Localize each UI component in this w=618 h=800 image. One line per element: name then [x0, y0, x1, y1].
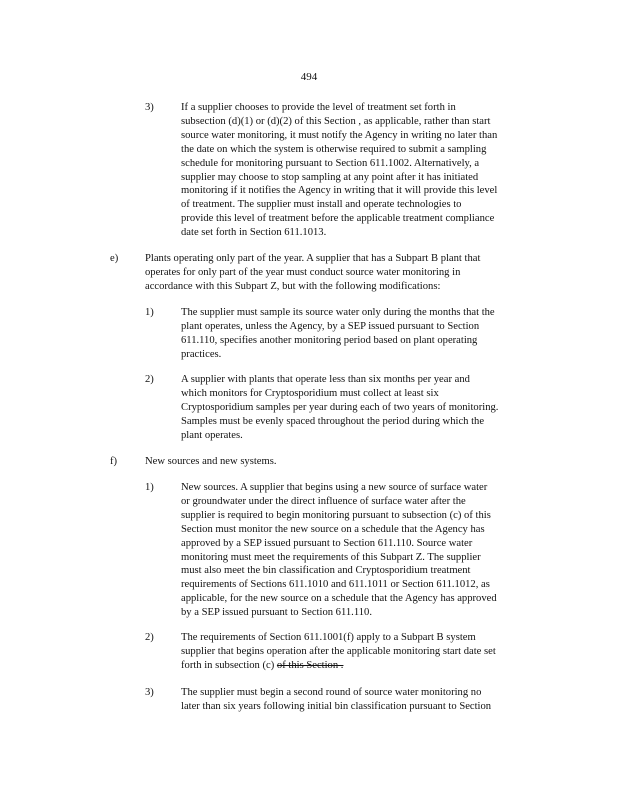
struck-text: of this Section . [276, 659, 344, 671]
text-line: applicable, for the new source on a schedule that the Agency has approved [181, 593, 497, 605]
text-line: plant operates, unless the Agency, by a SEP issued pursuant to Section [181, 320, 480, 332]
text-line: or groundwater under the direct influence of surface water after the [181, 495, 466, 507]
text-line: 611.110, specifies another monitoring period based on plant operating [181, 334, 478, 346]
text-line: monitoring if it notifies the Agency in writing that it will provide this level [181, 185, 498, 197]
text-line: monitoring must meet the requirements of this Subpart Z. The supplier [181, 551, 481, 563]
item-number: 2) [145, 632, 154, 643]
text-line: Section must monitor the new source on a schedule that the Agency has [181, 523, 485, 535]
text-line: A supplier with plants that operate less than six months per year and [181, 374, 470, 385]
text-line [181, 659, 536, 673]
text-line: Plants operating only part of the year. A supplier that has a Subpart B plant that [145, 253, 481, 264]
text-line: provide this level of treatment before the applicable treatment compliance [181, 213, 495, 225]
text-line: supplier is required to begin monitoring pursuant to subsection (c) of this [181, 509, 491, 521]
item-number: e) [110, 253, 119, 264]
item-text [181, 373, 536, 443]
item-number: 2) [145, 374, 154, 385]
item-number: 3) [145, 102, 154, 113]
text-line: which monitors for Cryptosporidium must collect at least six [181, 387, 439, 399]
text-line: later than six years following initial bin classification pursuant to Section [181, 700, 492, 712]
text-line: supplier may choose to stop sampling at any point after it has initiated [181, 171, 479, 183]
text-line: Cryptosporidium samples per year during each of two years of monitoring. [181, 401, 499, 413]
text-line: If a supplier chooses to provide the level of treatment set forth in [181, 102, 456, 113]
text-line: approved by a SEP issued pursuant to Section 611.110. Source water [181, 537, 473, 549]
text-line: of treatment. The supplier must install and operate technologies to [181, 199, 462, 211]
page-number: 494 [300, 71, 318, 83]
item-text [181, 306, 536, 362]
text-line: accordance with this Subpart Z, but with the following modifications: [145, 280, 441, 292]
text-line: plant operates. [181, 429, 243, 441]
item-text [181, 631, 536, 673]
text-line: New sources. A supplier that begins using a new source of surface water [181, 482, 488, 493]
text-line: schedule for monitoring pursuant to Section 611.1002. Alternatively, a [181, 157, 480, 169]
text-line: must also meet the bin classification and Cryptosporidium treatment [181, 565, 471, 577]
text-line: by a SEP issued pursuant to Section 611.110. [181, 607, 372, 619]
text-line: supplier that begins operation after the applicable monitoring start date set [181, 645, 496, 657]
text-line: source water monitoring, it must notify the Agency in writing no later than [181, 129, 498, 141]
text-line: subsection (d)(1) or (d)(2) of this Section , as applicable, rather than start [181, 115, 491, 127]
text-line: date set forth in Section 611.1013. [181, 227, 327, 239]
text-line: operates for only part of the year must conduct source water monitoring in [145, 266, 461, 278]
text-line: the date on which the system is otherwise required to submit a sampling [181, 143, 487, 155]
item-text [181, 686, 536, 714]
text-line: New sources and new systems. [145, 456, 277, 467]
item-text [145, 455, 526, 469]
item-number: 1) [145, 482, 154, 493]
text-line: practices. [181, 348, 222, 360]
item-text [145, 252, 526, 294]
text-line: The supplier must begin a second round of source water monitoring no [181, 687, 482, 698]
item-text [181, 101, 536, 240]
item-number: f) [110, 456, 118, 467]
text-line: requirements of Sections 611.1010 and 611.1011 or Section 611.1012, as [181, 579, 490, 591]
item-number: 1) [145, 307, 154, 318]
text-line: The supplier must sample its source water only during the months that the [181, 307, 495, 318]
item-number: 3) [145, 687, 154, 698]
text-line: Samples must be evenly spaced throughout the period during which the [181, 415, 485, 427]
text-line: The requirements of Section 611.1001(f) apply to a Subpart B system [181, 632, 476, 643]
item-text [181, 481, 536, 620]
text-line-segment: forth in subsection (c) [181, 659, 277, 671]
